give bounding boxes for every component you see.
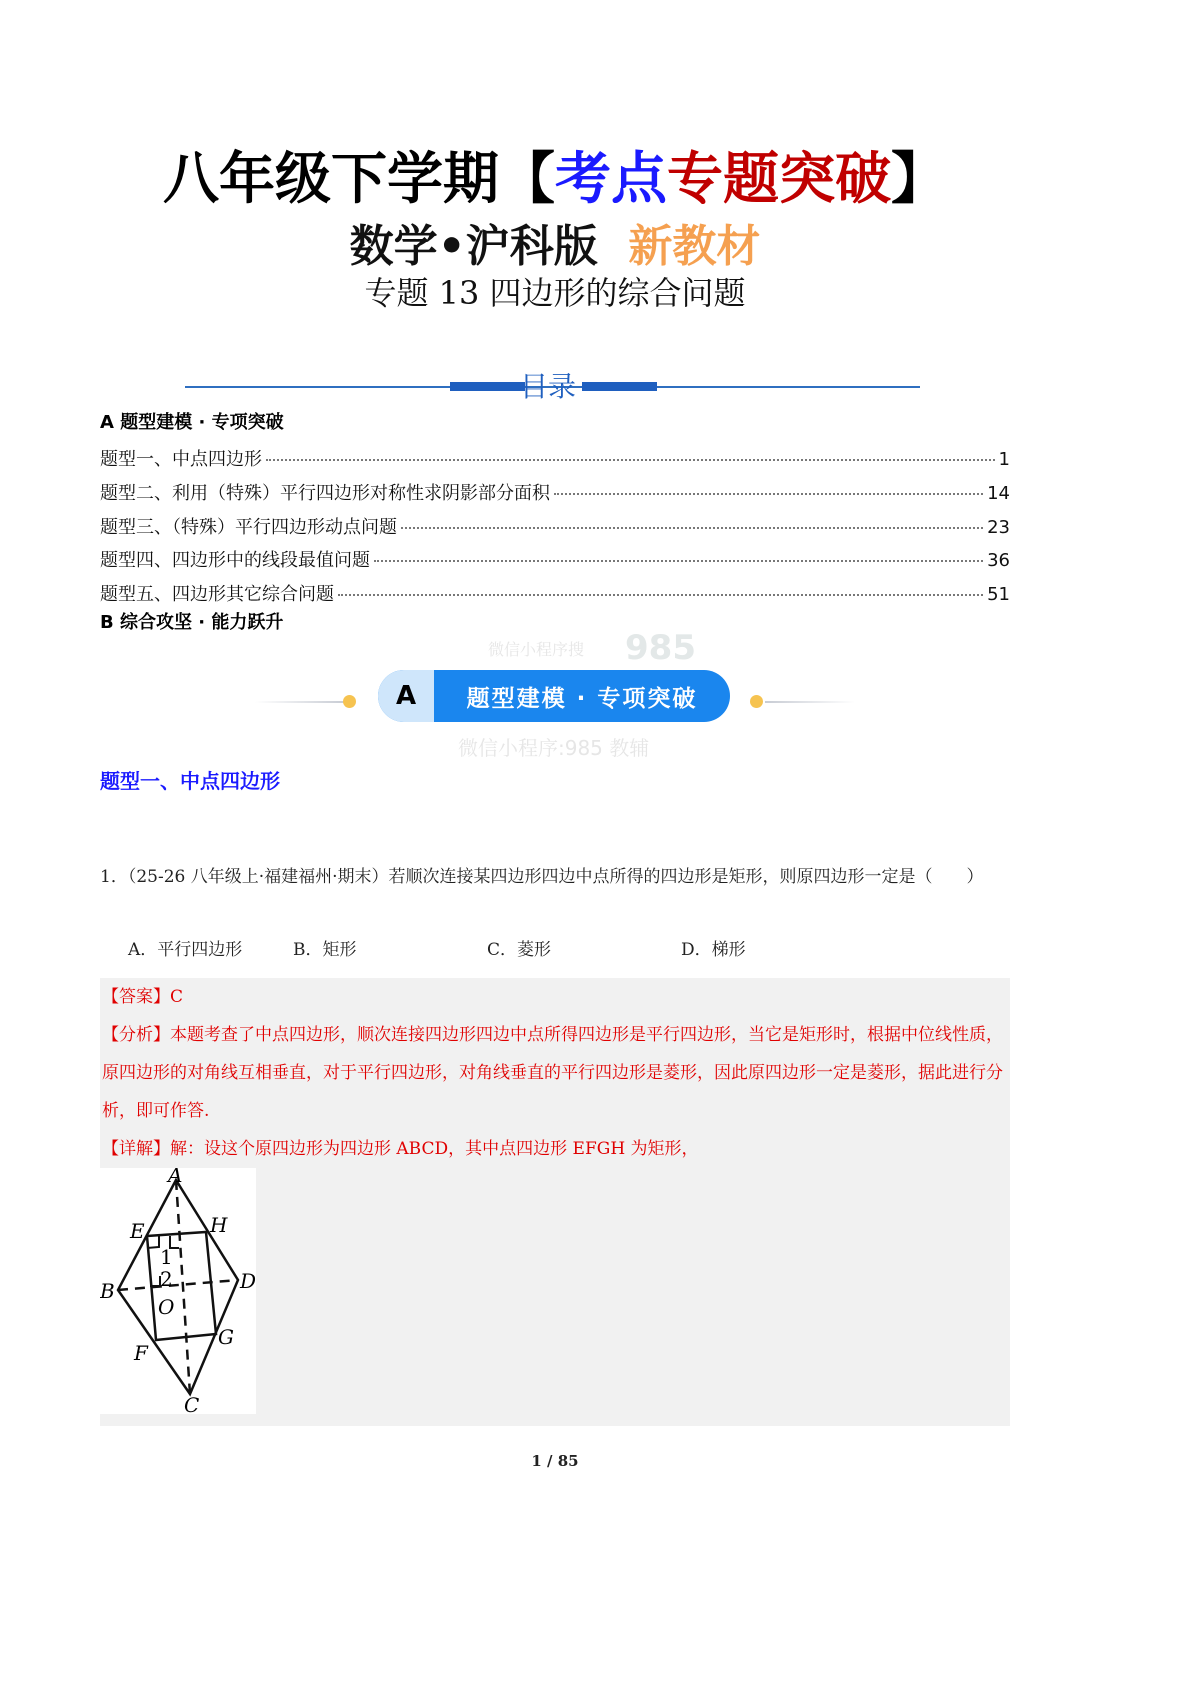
toc-section-a[interactable]: A 题型建模 · 专项突破 bbox=[100, 412, 284, 433]
toc-item-page: 1 bbox=[998, 449, 1010, 470]
toc-bar-left bbox=[450, 382, 525, 391]
toc-leader bbox=[374, 560, 983, 562]
diagonal-bd bbox=[118, 1280, 238, 1290]
toc-item[interactable] bbox=[100, 445, 1010, 471]
watermark-bottom: 微信小程序:985 教辅 bbox=[458, 736, 650, 760]
option-d: D．梯形 bbox=[681, 940, 746, 960]
geometry-figure bbox=[100, 1168, 256, 1414]
diagonal-ac bbox=[176, 1180, 190, 1394]
label-angle-2: 2 bbox=[160, 1267, 173, 1291]
toc-item[interactable] bbox=[100, 580, 1010, 606]
banner-line-right bbox=[765, 701, 855, 703]
analysis-text: 【分析】本题考查了中点四边形，顺次连接四边形四边中点所得四边形是平行四边形，当它是矩形时，根据中位线性质，原四边形的对角线互相垂直，对于平行四边形，对角线垂直的平行四边形是菱形，因此原四边形一定是菱形，据此进行分析，即可作答. bbox=[102, 1025, 1003, 1121]
label-a: A bbox=[168, 1168, 183, 1187]
subtitle bbox=[0, 210, 1110, 274]
banner-dot-right bbox=[750, 695, 763, 708]
label-e: E bbox=[130, 1219, 145, 1243]
toc-item-page: 14 bbox=[987, 483, 1010, 504]
toc-item-page: 51 bbox=[987, 584, 1010, 605]
rhombus-diagram bbox=[100, 1168, 256, 1414]
banner-letter: A bbox=[378, 670, 434, 722]
page-number: 1 / 85 bbox=[531, 1452, 579, 1470]
toc-leader bbox=[401, 527, 983, 529]
label-angle-1: 1 bbox=[160, 1245, 173, 1269]
banner-dot-left bbox=[343, 695, 356, 708]
title-blue: 考点 bbox=[555, 147, 667, 212]
toc-bar-right bbox=[582, 382, 657, 391]
banner-line-left bbox=[255, 701, 345, 703]
toc-item-label: 题型一、中点四边形 bbox=[100, 449, 262, 470]
option-a: A．平行四边形 bbox=[128, 940, 243, 960]
watermark-top: 微信小程序搜 bbox=[488, 640, 585, 659]
option-c: C．菱形 bbox=[487, 940, 552, 960]
toc-item-label: 题型二、利用（特殊）平行四边形对称性求阴影部分面积 bbox=[100, 483, 550, 504]
label-d: D bbox=[240, 1269, 256, 1293]
toc-item[interactable] bbox=[100, 546, 1010, 572]
section-heading: 题型一、中点四边形 bbox=[100, 769, 280, 793]
label-c: C bbox=[184, 1393, 200, 1414]
toc-leader bbox=[338, 594, 983, 596]
label-b: B bbox=[100, 1279, 115, 1303]
label-h: H bbox=[210, 1213, 228, 1237]
subtitle-text: 数学•沪科版 bbox=[349, 221, 598, 272]
toc-leader bbox=[266, 459, 995, 461]
title-suffix: 】 bbox=[891, 147, 947, 212]
toc-leader bbox=[554, 493, 983, 495]
toc-title: 目录 bbox=[520, 370, 577, 403]
title-red: 专题突破 bbox=[667, 147, 891, 212]
toc-section-b[interactable]: B 综合攻坚 · 能力跃升 bbox=[100, 612, 284, 633]
toc-item-label: 题型四、四边形中的线段最值问题 bbox=[100, 550, 370, 571]
toc-item-page: 23 bbox=[987, 517, 1010, 538]
question-text: 1．（25-26 八年级上·福建福州·期末）若顺次连接某四边形四边中点所得的四边形是矩形，则原四边形一定是（ ） bbox=[100, 867, 984, 887]
banner-label: 题型建模 · 专项突破 bbox=[466, 685, 698, 712]
label-g: G bbox=[218, 1325, 234, 1349]
toc-item-page: 36 bbox=[987, 550, 1010, 571]
main-title bbox=[0, 135, 1110, 215]
toc-item-label: 题型三、（特殊）平行四边形动点问题 bbox=[100, 517, 397, 538]
watermark-mid: 985 bbox=[625, 628, 696, 668]
option-b: B．矩形 bbox=[293, 940, 357, 960]
label-f: F bbox=[134, 1341, 148, 1365]
section-banner bbox=[378, 670, 730, 722]
toc-item[interactable] bbox=[100, 513, 1010, 539]
title-prefix: 八年级下学期【 bbox=[163, 147, 555, 212]
answer-line: 【答案】C bbox=[102, 987, 184, 1007]
detail-text: 【详解】解：设这个原四边形为四边形 ABCD，其中点四边形 EFGH 为矩形， bbox=[102, 1139, 699, 1159]
label-o: O bbox=[158, 1295, 175, 1319]
toc-item[interactable] bbox=[100, 479, 1010, 505]
topic-title: 专题 13 四边形的综合问题 bbox=[364, 274, 746, 312]
subtitle-accent: 新教材 bbox=[628, 221, 761, 272]
toc-item-label: 题型五、四边形其它综合问题 bbox=[100, 584, 334, 605]
